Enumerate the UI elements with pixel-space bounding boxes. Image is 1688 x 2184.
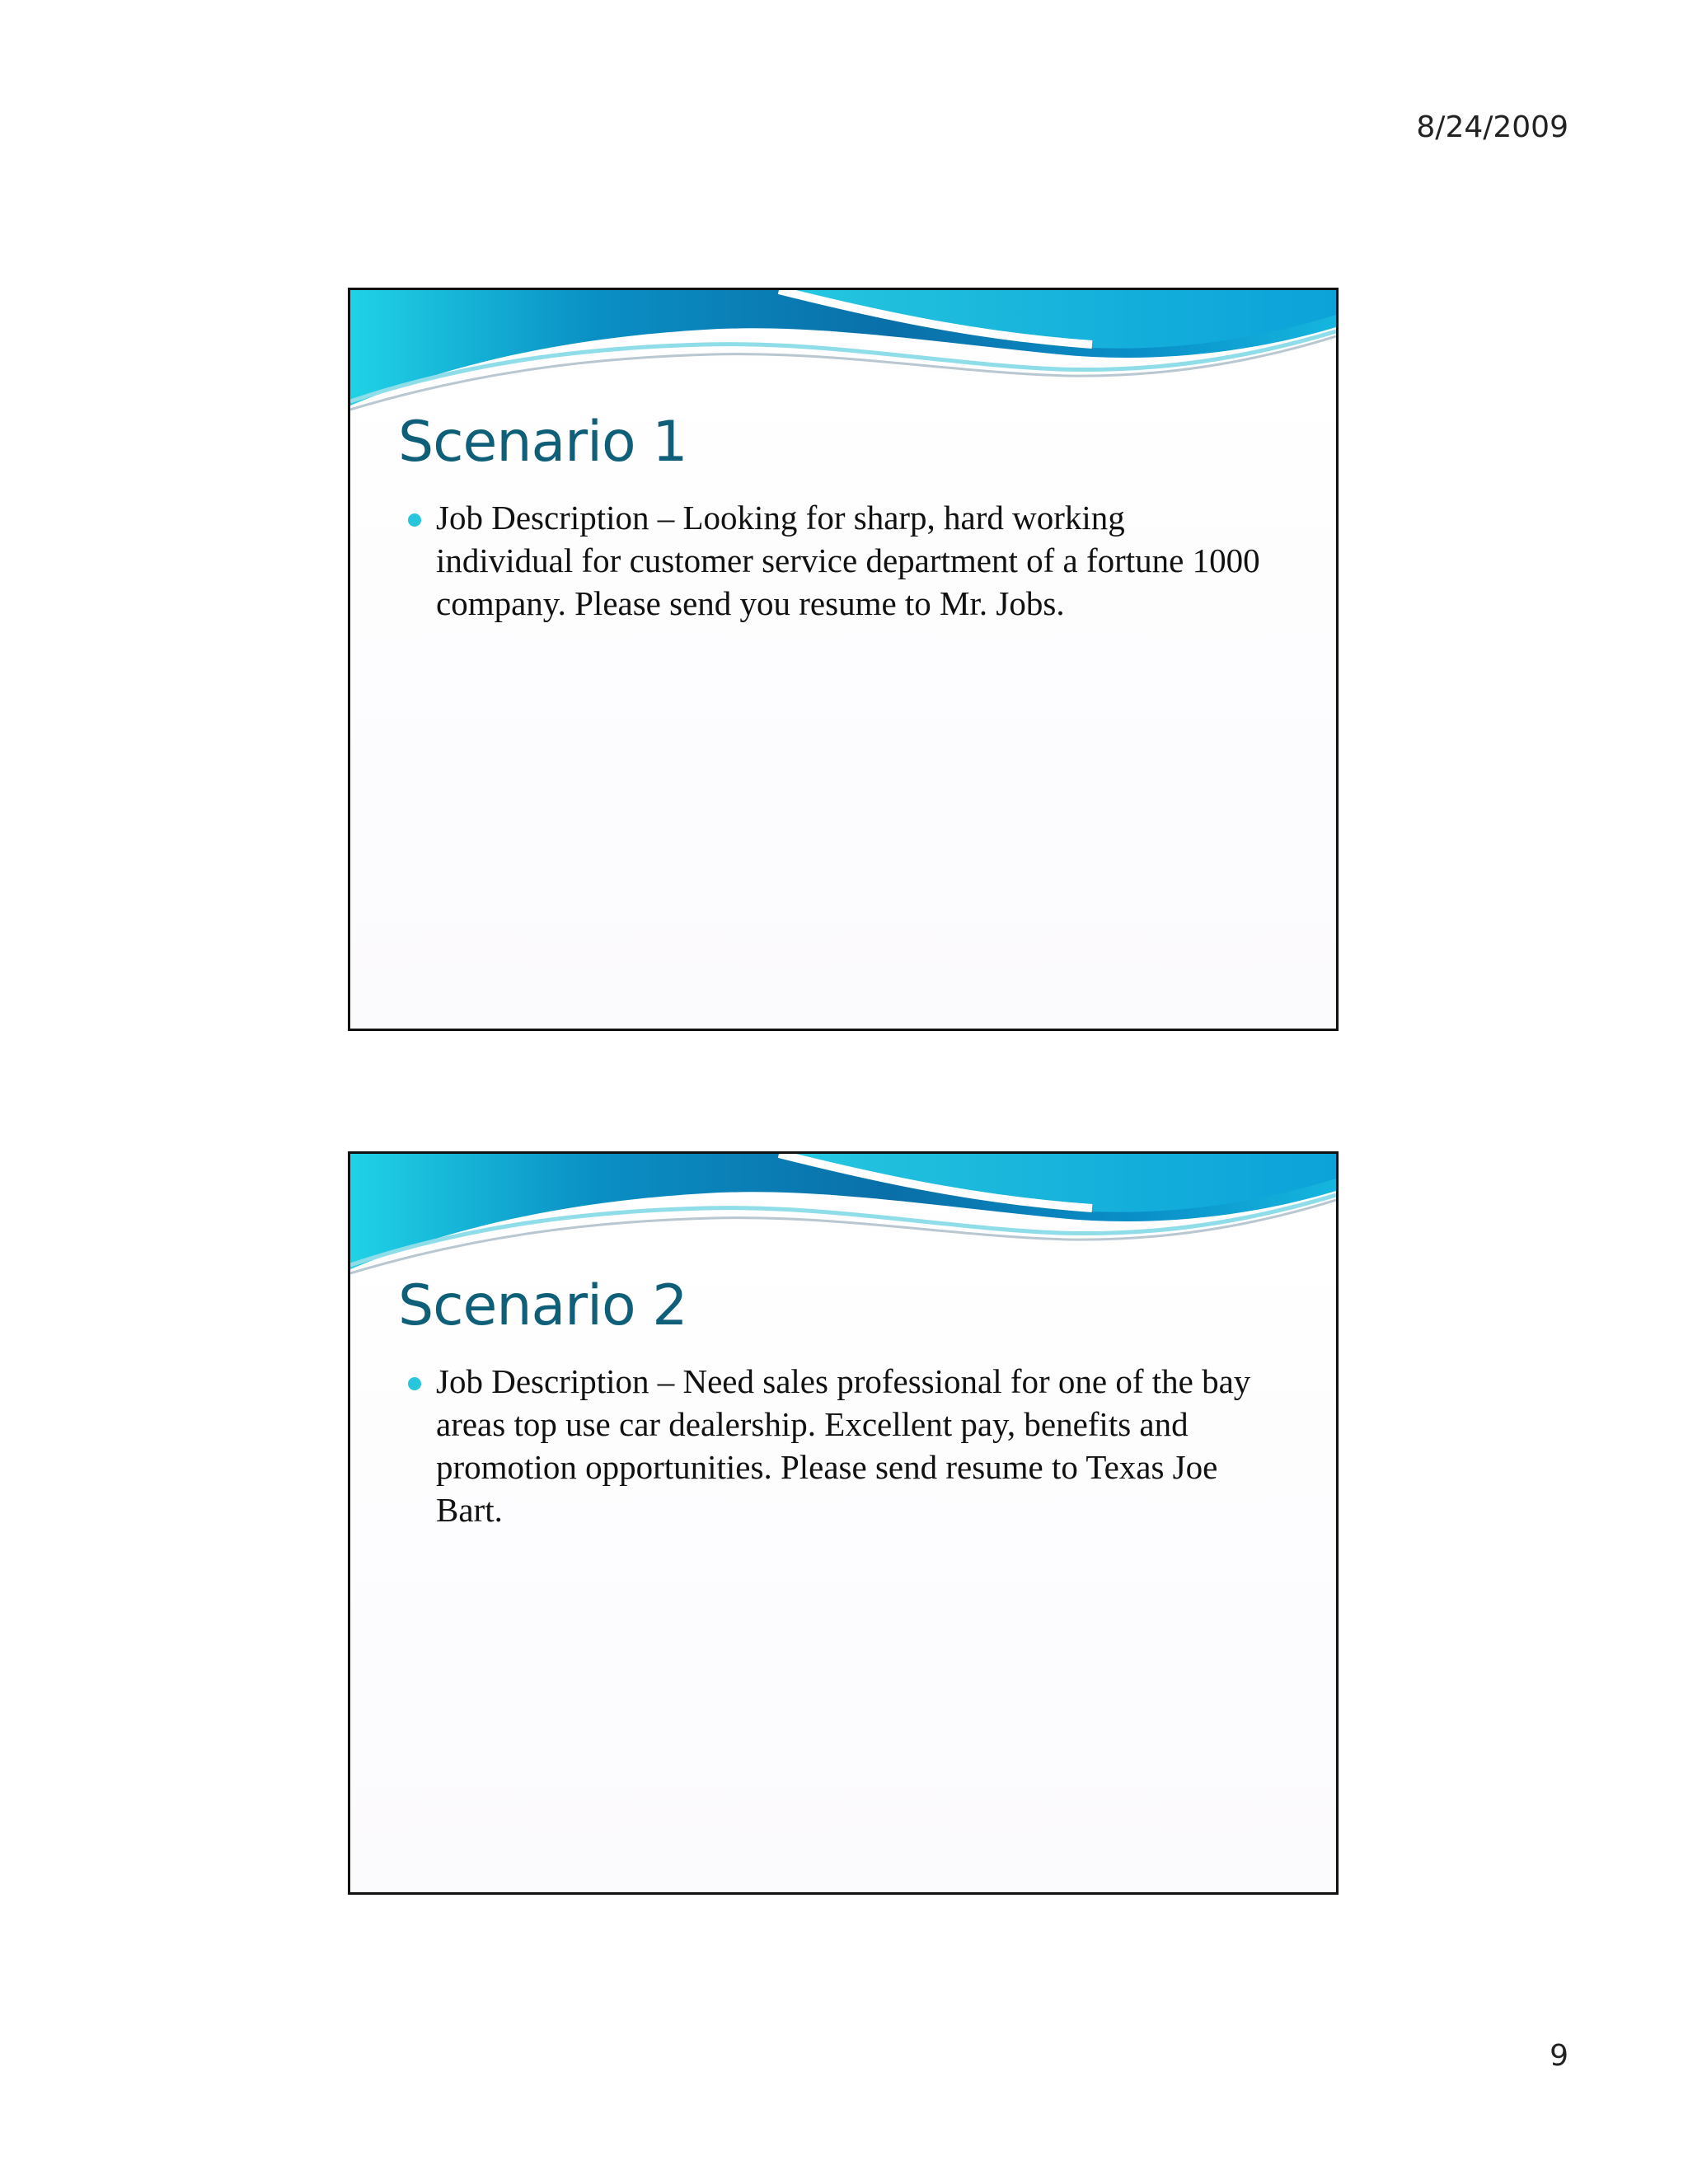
slide-title: Scenario 2 <box>398 1273 687 1338</box>
slide-scenario-1 <box>348 288 1339 1031</box>
page-date: 8/24/2009 <box>1416 110 1568 144</box>
slide-scenario-2 <box>348 1151 1339 1895</box>
bullet-item <box>408 496 1282 625</box>
bullet-text: Job Description – Need sales professional for one of the bay areas top use car dealership. Excellent pay, benefits and promotion opportunities. Please send resume to Texas Joe Bart. <box>436 1362 1251 1529</box>
slide-header-wave-graphic <box>350 290 1336 422</box>
bullet-dot-icon <box>408 513 421 527</box>
bullet-text: Job Description – Looking for sharp, hard working individual for customer service department of a fortune 1000 company. Please send you resume to Mr. Jobs. <box>436 499 1260 622</box>
page-number: 9 <box>1550 2039 1568 2073</box>
bullet-item <box>408 1360 1282 1531</box>
slide-title: Scenario 1 <box>398 410 687 475</box>
slide-header-wave-graphic <box>350 1154 1336 1286</box>
bullet-dot-icon <box>408 1377 421 1390</box>
